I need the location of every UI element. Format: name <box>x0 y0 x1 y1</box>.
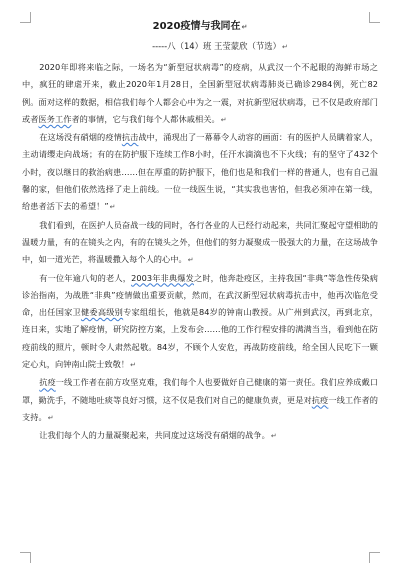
spellcheck-flagged-text: 抗击 <box>121 132 139 143</box>
document-body[interactable] <box>22 20 378 446</box>
document-byline-text: -----八（14）班 王莹蒙欣（节选） <box>152 41 282 51</box>
paragraph-mark: ↵ <box>109 203 116 212</box>
crop-mark-bottom-left <box>20 552 31 563</box>
document-title-text: 2020疫情与我同在 <box>152 21 241 32</box>
paragraph-mark: ↵ <box>220 115 227 124</box>
paragraph-text: 之时，他奔赴疫区，主持我国“非典”等急性传染病诊治指南，为战胜“非典”疫情做出重要贡献，然而，在武汉新型冠状病毒抗击中，他再次临危受命，出任国家卫 <box>22 272 378 318</box>
paragraph-text: 一线工作者的支持。 <box>22 394 378 422</box>
paragraph-text: 我们看到，在医护人员奋战一线的同时，各行各业的人已经行动起来，共同汇聚起守望相助的温暖力量，有的在镜头之内，有的在镜头之外，但他们的努力凝聚成一股强大的力量，在这场战争中，如一道光芒，将温暖撒入每个人的心中。 <box>22 219 378 265</box>
paragraph-text: 专家组组长，他就是84岁的钟南山教授。从广州到武汉，再到北京，连日来，实地了解疫情，研究防控方案，上发布会……他的工作行程安排的满满当当，看到他在防疫前线的照片，顿时令人肃然起敬。84岁，不顾个人安危，再战防疫前线，给全国人民吃下一颗定心丸，向钟南山院士致敬！ <box>22 307 378 370</box>
paragraph-mark: ↵ <box>282 43 288 51</box>
paragraph-mark: ↵ <box>270 432 277 441</box>
paragraph-text: 在这场没有硝烟的疫情 <box>39 132 122 143</box>
document-title <box>22 20 378 34</box>
paragraph-mark: ↵ <box>241 23 248 31</box>
paragraph-mark: ↵ <box>187 256 194 265</box>
paragraph-mark: ↵ <box>130 361 137 370</box>
crop-mark-bottom-right <box>369 552 380 563</box>
spellcheck-flagged-text: 医务工作 <box>38 113 72 124</box>
body-paragraph <box>22 129 378 216</box>
paragraph-text: 有一位年逾八旬的老人， <box>39 272 132 283</box>
paragraph-text: 2020年即将来临之际，一场名为“新型冠状病毒”的疫病，从武汉一个不起眼的海鲜市场之中，疯狂的肆虐开来，截止2020年1月28日，全国新型冠状病毒肺炎已确诊2984例，死亡82例。面对这样的数据，相信我们每个人都会心中为之一震，对抗新型冠状病毒，已不仅是政府部门或者 <box>22 62 378 124</box>
paragraph-text: 让我们每个人的力量凝聚起来，共同度过这场没有硝烟的战争。 <box>39 430 270 441</box>
body-paragraph <box>22 374 378 427</box>
paragraph-text: 战中，涌现出了一幕幕令人动容的画面：有的医护人员瞒着家人，主动请缨走向战场；有的在防护服下连续工作8小时，任汗水滴滴也不下火线；有的坚守了432个小时，夜以继日的救治病患……但在厚重的防护服下，他们也是和我们一样的普通人，也有自己温馨的家，但他们依然选择了走上前线。一位一线医生说，“其实我也害怕，但我必须冲在第一线，给患者活下去的希望！” <box>22 132 378 212</box>
spellcheck-flagged-text: 抗疫 <box>311 394 329 405</box>
spellcheck-flagged-text: 2003年非典爆发 <box>131 272 194 283</box>
paragraph-text: 一线工作者在前方攻坚克难，我们每个人也要做好自己健康的第一责任。我们应养成戴口罩，勤洗手，不随地吐痰等良好习惯，这不仅是我们对自己的健康负责，更是对 <box>22 377 378 405</box>
document-byline <box>22 39 378 54</box>
spellcheck-flagged-text: 抗疫 <box>39 377 56 388</box>
paragraph-text: 者的事情，它与我们每个人都休戚相关。 <box>71 113 220 124</box>
body-paragraph <box>22 59 378 129</box>
body-paragraph <box>22 217 378 270</box>
paragraph-mark: ↵ <box>47 413 54 422</box>
paragraph-list <box>22 59 378 446</box>
body-paragraph <box>22 427 378 445</box>
body-paragraph <box>22 270 378 375</box>
spellcheck-flagged-text: 健委高级别 <box>80 307 124 318</box>
